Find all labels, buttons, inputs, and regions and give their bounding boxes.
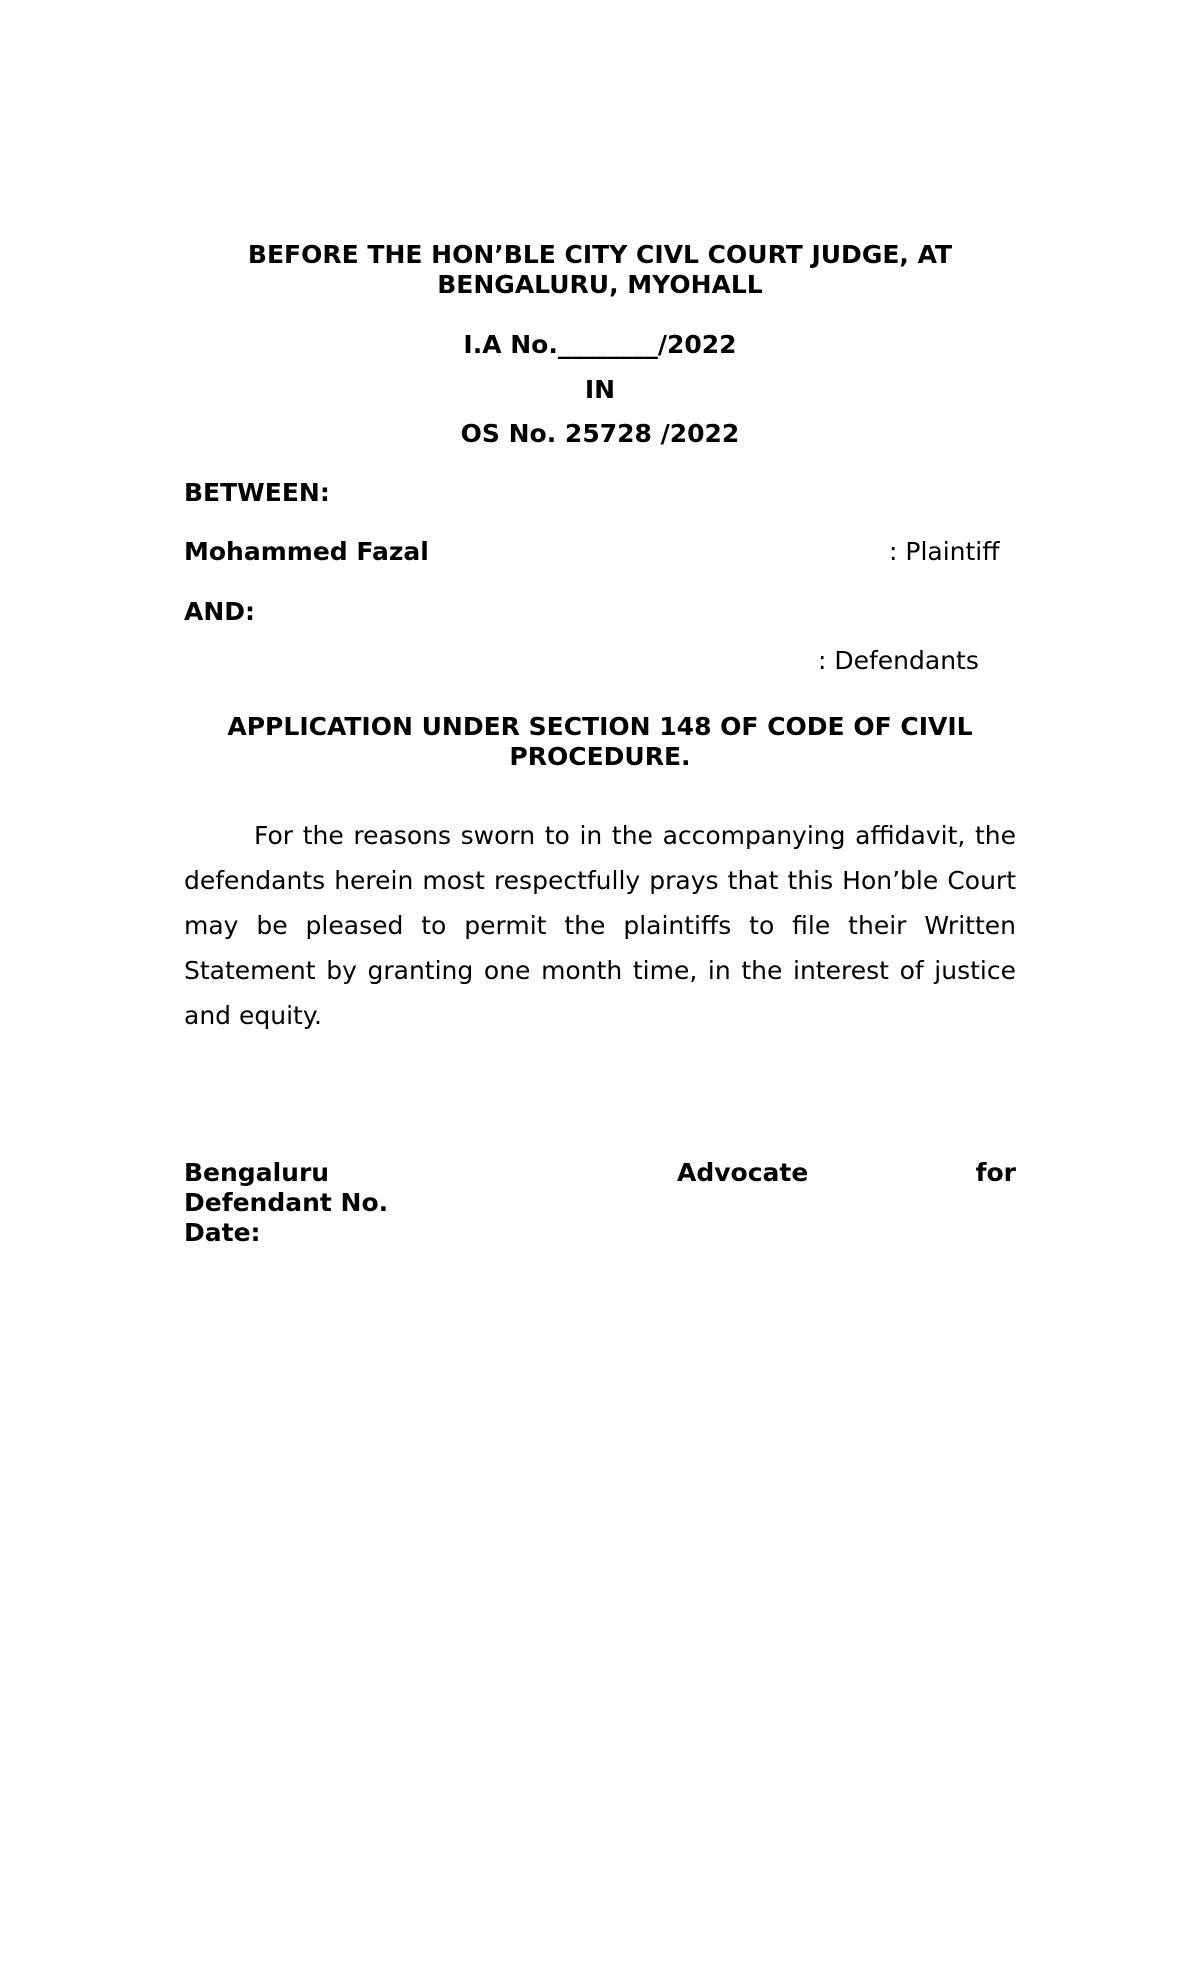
between-label: BETWEEN: (184, 478, 330, 507)
court-heading: BEFORE THE HON’BLE CITY CIVL COURT JUDGE, AT BENGALURU, MYOHALL (247, 240, 953, 299)
in-label: IN (584, 375, 616, 404)
signature-advocate: Advocate (677, 1158, 809, 1187)
plaintiff-name: Mohammed Fazal (184, 537, 429, 566)
application-body: For the reasons sworn to in the accompanying affidavit, the defendants herein most respectfully prays that this Hon’ble Court may be pleased to permit the plaintiffs to file their Written Statement by granting one month time, in the interest of justice and equity. (184, 821, 1016, 1030)
defendants-role: : Defendants (818, 646, 979, 675)
signature-date-label: Date: (184, 1218, 261, 1247)
and-label: AND: (184, 597, 256, 626)
signature-defendant-line: Defendant No. (184, 1188, 389, 1217)
signature-row (184, 1158, 1016, 1188)
os-number: OS No. 25728 /2022 (460, 419, 740, 448)
application-title: APPLICATION UNDER SECTION 148 OF CODE OF CIVIL PROCEDURE. (227, 712, 973, 771)
signature-place: Bengaluru (184, 1158, 330, 1187)
ia-number: I.A No.________/2022 (463, 330, 737, 359)
plaintiff-role: : Plaintiff (889, 537, 1000, 566)
signature-for: for (975, 1158, 1016, 1187)
